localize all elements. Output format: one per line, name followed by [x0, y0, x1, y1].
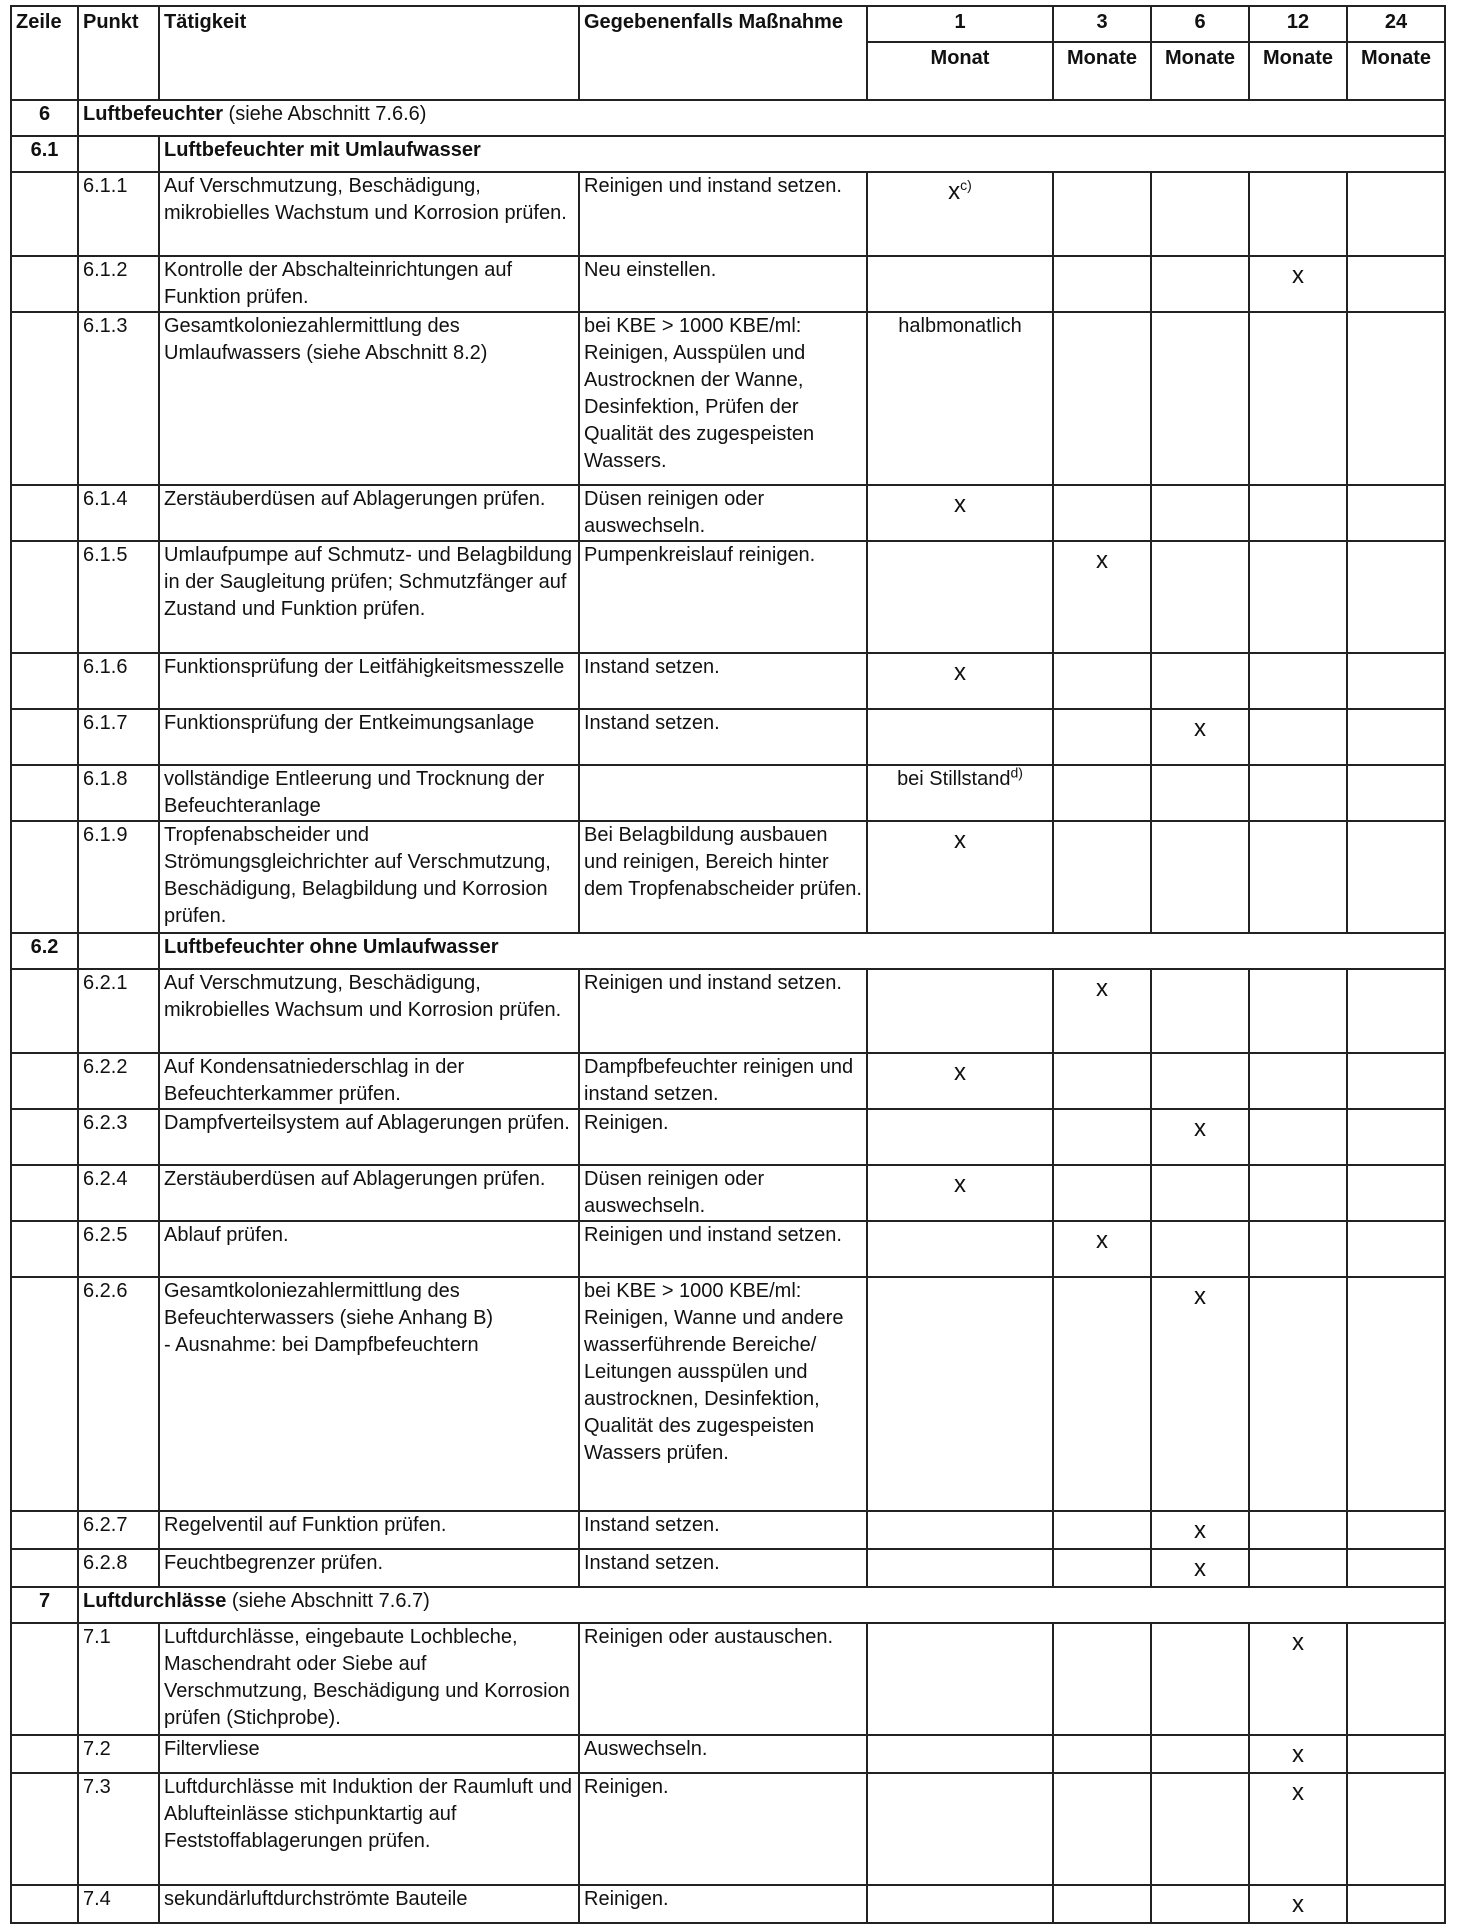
table-row: [11, 1549, 1445, 1587]
punkt-cell: 7.2: [78, 1735, 159, 1773]
punkt-cell: 6.1.4: [78, 485, 159, 541]
table-row: [11, 1511, 1445, 1549]
action-cell: Auswechseln.: [579, 1735, 867, 1773]
zeile-cell: [11, 1773, 78, 1885]
interval-empty: [1249, 172, 1347, 256]
zeile-cell: [11, 1221, 78, 1277]
header-massnahme: Gegebenenfalls Maßnahme: [579, 6, 867, 100]
table-body: [11, 100, 1445, 1923]
header-interval-6: 6: [1151, 6, 1249, 42]
interval-empty: [1053, 1773, 1151, 1885]
interval-mark: [1053, 1221, 1151, 1277]
action-cell: Neu einstellen.: [579, 256, 867, 312]
interval-empty: [1053, 172, 1151, 256]
mark-text: halbmonatlich: [898, 315, 1022, 337]
interval-empty: [1347, 1773, 1445, 1885]
interval-empty: [1151, 1623, 1249, 1735]
header-unit-1: Monat: [867, 42, 1053, 100]
zeile-cell: 6.1: [11, 136, 78, 172]
punkt-cell: 6.1.3: [78, 312, 159, 485]
interval-mark: [1151, 1277, 1249, 1511]
interval-empty: [1347, 969, 1445, 1053]
interval-empty: [1053, 1053, 1151, 1109]
section-title: Luftdurchlässe: [83, 1590, 227, 1612]
header-unit-12: Monate: [1249, 42, 1347, 100]
punkt-cell: 6.2.2: [78, 1053, 159, 1109]
header-unit-6: Monate: [1151, 42, 1249, 100]
interval-mark: [867, 485, 1053, 541]
interval-empty: [867, 1735, 1053, 1773]
interval-empty: [1347, 256, 1445, 312]
action-cell: Reinigen und instand setzen.: [579, 1221, 867, 1277]
table-row: [11, 1735, 1445, 1773]
interval-empty: [1053, 485, 1151, 541]
interval-empty: [1347, 312, 1445, 485]
interval-empty: [1249, 1277, 1347, 1511]
section-reference: (siehe Abschnitt 7.6.6): [223, 103, 427, 125]
zeile-cell: 6.2: [11, 933, 78, 969]
interval-empty: [1249, 485, 1347, 541]
section-title-cell: [78, 1587, 1445, 1623]
interval-mark: [1151, 1109, 1249, 1165]
section-reference: (siehe Abschnitt 7.6.7): [226, 1590, 430, 1612]
section-title: Luftbefeuchter: [83, 103, 223, 125]
header-zeile: Zeile: [11, 6, 78, 100]
interval-empty: [1053, 1623, 1151, 1735]
interval-empty: [1347, 485, 1445, 541]
action-cell: Düsen reinigen oder auswechseln.: [579, 485, 867, 541]
footnote-marker: c): [960, 177, 972, 193]
task-cell: Umlaufpumpe auf Schmutz- und Belagbildung in der Saugleitung prüfen; Schmutzfänger auf Zustand und Funktion prüfen.: [159, 541, 579, 653]
action-cell: Instand setzen.: [579, 1549, 867, 1587]
mark-text: x: [954, 1059, 966, 1086]
interval-mark: [867, 1053, 1053, 1109]
interval-empty: [867, 1623, 1053, 1735]
table-row: [11, 256, 1445, 312]
interval-empty: [1249, 709, 1347, 765]
table-row: [11, 541, 1445, 653]
footnote-marker: d): [1010, 765, 1023, 781]
interval-empty: [1347, 1549, 1445, 1587]
interval-empty: [1347, 1511, 1445, 1549]
interval-empty: [867, 1511, 1053, 1549]
interval-empty: [1347, 1277, 1445, 1511]
interval-mark: [1053, 969, 1151, 1053]
punkt-cell: 6.2.4: [78, 1165, 159, 1221]
zeile-cell: [11, 969, 78, 1053]
header-interval-1: 1: [867, 6, 1053, 42]
table-row: [11, 765, 1445, 821]
subsection-row: [11, 933, 1445, 969]
action-cell: Bei Belagbildung ausbauen und reinigen, Bereich hinter dem Tropfenabscheider prüfen.: [579, 821, 867, 933]
punkt-cell: 6.1.7: [78, 709, 159, 765]
task-cell: Feuchtbegrenzer prüfen.: [159, 1549, 579, 1587]
mark-text: x: [1292, 1741, 1304, 1768]
punkt-cell: 6.1.1: [78, 172, 159, 256]
interval-mark: [867, 821, 1053, 933]
header-interval-3: 3: [1053, 6, 1151, 42]
task-cell: Gesamtkoloniezahlermittlung des Befeuchterwassers (siehe Anhang B) - Ausnahme: bei Dampfbefeuchtern: [159, 1277, 579, 1511]
interval-empty: [1151, 969, 1249, 1053]
interval-empty: [1151, 172, 1249, 256]
table-row: [11, 1885, 1445, 1923]
section-title-cell: [78, 100, 1445, 136]
interval-mark: [1249, 256, 1347, 312]
header-taetigkeit: Tätigkeit: [159, 6, 579, 100]
interval-empty: [1151, 1221, 1249, 1277]
interval-empty: [1151, 765, 1249, 821]
mark-text: x: [954, 827, 966, 854]
task-cell: Funktionsprüfung der Entkeimungsanlage: [159, 709, 579, 765]
zeile-cell: 6: [11, 100, 78, 136]
interval-empty: [1151, 1165, 1249, 1221]
task-cell: Zerstäuberdüsen auf Ablagerungen prüfen.: [159, 1165, 579, 1221]
interval-empty: [1053, 765, 1151, 821]
zeile-cell: [11, 1165, 78, 1221]
mark-text: x: [954, 659, 966, 686]
mark-text: x: [1194, 1555, 1206, 1582]
interval-empty: [1347, 172, 1445, 256]
interval-empty: [867, 709, 1053, 765]
punkt-cell: 6.1.9: [78, 821, 159, 933]
interval-empty: [1151, 256, 1249, 312]
interval-empty: [1053, 1277, 1151, 1511]
interval-empty: [1053, 1165, 1151, 1221]
interval-empty: [1151, 485, 1249, 541]
interval-empty: [1249, 1053, 1347, 1109]
task-cell: Ablauf prüfen.: [159, 1221, 579, 1277]
maintenance-table: [10, 5, 1446, 1924]
interval-empty: [1347, 653, 1445, 709]
punkt-cell: 7.4: [78, 1885, 159, 1923]
interval-mark: [867, 653, 1053, 709]
zeile-cell: [11, 1053, 78, 1109]
interval-empty: [1151, 1773, 1249, 1885]
action-cell: Reinigen.: [579, 1885, 867, 1923]
interval-mark: [1249, 1773, 1347, 1885]
punkt-cell: 6.1.8: [78, 765, 159, 821]
mark-text: x: [1096, 547, 1108, 574]
table-row: [11, 1221, 1445, 1277]
interval-empty: [1151, 1885, 1249, 1923]
interval-empty: [1053, 312, 1151, 485]
punkt-cell: 6.2.5: [78, 1221, 159, 1277]
interval-mark: [867, 1165, 1053, 1221]
interval-empty: [1053, 1549, 1151, 1587]
task-cell: vollständige Entleerung und Trocknung der Befeuchteranlage: [159, 765, 579, 821]
interval-empty: [1249, 1109, 1347, 1165]
zeile-cell: [11, 653, 78, 709]
interval-empty: [1249, 821, 1347, 933]
interval-empty: [1151, 1735, 1249, 1773]
zeile-cell: [11, 1735, 78, 1773]
interval-empty: [1053, 1735, 1151, 1773]
interval-mark: [1151, 709, 1249, 765]
interval-empty: [1151, 653, 1249, 709]
task-cell: Luftdurchlässe mit Induktion der Raumluft und Ablufteinlässe stichpunktartig auf Feststoffablagerungen prüfen.: [159, 1773, 579, 1885]
interval-mark: [1151, 1511, 1249, 1549]
action-cell: Reinigen und instand setzen.: [579, 969, 867, 1053]
interval-empty: [867, 1773, 1053, 1885]
interval-empty: [1053, 821, 1151, 933]
interval-empty: [1249, 653, 1347, 709]
task-cell: Auf Verschmutzung, Beschädigung, mikrobielles Wachstum und Korrosion prüfen.: [159, 172, 579, 256]
header-interval-12: 12: [1249, 6, 1347, 42]
task-cell: sekundärluftdurchströmte Bauteile: [159, 1885, 579, 1923]
mark-text: x: [1194, 1517, 1206, 1544]
zeile-cell: [11, 821, 78, 933]
section-row: [11, 1587, 1445, 1623]
table-row: [11, 1773, 1445, 1885]
punkt-cell: 6.2.8: [78, 1549, 159, 1587]
task-cell: Funktionsprüfung der Leitfähigkeitsmesszelle: [159, 653, 579, 709]
task-cell: Dampfverteilsystem auf Ablagerungen prüfen.: [159, 1109, 579, 1165]
mark-text: x: [1194, 715, 1206, 742]
punkt-cell: 6.1.2: [78, 256, 159, 312]
mark-text: x: [1292, 262, 1304, 289]
task-cell: Tropfenabscheider und Strömungsgleichrichter auf Verschmutzung, Beschädigung, Belagbildung und Korrosion prüfen.: [159, 821, 579, 933]
action-cell: Reinigen oder austauschen.: [579, 1623, 867, 1735]
zeile-cell: [11, 312, 78, 485]
interval-empty: [1151, 312, 1249, 485]
interval-empty: [1347, 1109, 1445, 1165]
interval-empty: [1249, 1511, 1347, 1549]
mark-text: x: [954, 491, 966, 518]
interval-empty: [867, 1549, 1053, 1587]
mark-text: bei Stillstand: [897, 768, 1011, 790]
zeile-cell: [11, 765, 78, 821]
table-row: [11, 485, 1445, 541]
zeile-cell: [11, 1549, 78, 1587]
task-cell: Luftdurchlässe, eingebaute Lochbleche, Maschendraht oder Siebe auf Verschmutzung, Beschädigung und Korrosion prüfen (Stichprobe).: [159, 1623, 579, 1735]
punkt-cell: 7.3: [78, 1773, 159, 1885]
interval-empty: [1347, 1623, 1445, 1735]
task-cell: Filtervliese: [159, 1735, 579, 1773]
interval-empty: [1053, 1109, 1151, 1165]
interval-mark: [867, 312, 1053, 485]
interval-mark: [867, 765, 1053, 821]
zeile-cell: [11, 1511, 78, 1549]
punkt-cell: [78, 136, 159, 172]
interval-empty: [1053, 709, 1151, 765]
interval-empty: [1347, 1735, 1445, 1773]
interval-mark: [1053, 541, 1151, 653]
interval-empty: [867, 541, 1053, 653]
interval-empty: [1151, 541, 1249, 653]
interval-empty: [1053, 1885, 1151, 1923]
table-row: [11, 1109, 1445, 1165]
interval-empty: [1053, 256, 1151, 312]
punkt-cell: 6.1.6: [78, 653, 159, 709]
action-cell: Düsen reinigen oder auswechseln.: [579, 1165, 867, 1221]
interval-mark: [1249, 1623, 1347, 1735]
table-row: [11, 1165, 1445, 1221]
mark-text: x: [954, 1171, 966, 1198]
action-cell: Reinigen.: [579, 1773, 867, 1885]
table-row: [11, 821, 1445, 933]
interval-empty: [1249, 765, 1347, 821]
interval-empty: [867, 1277, 1053, 1511]
interval-empty: [867, 969, 1053, 1053]
mark-text: x: [1194, 1283, 1206, 1310]
interval-empty: [1249, 1549, 1347, 1587]
mark-text: x: [1096, 975, 1108, 1002]
task-cell: Regelventil auf Funktion prüfen.: [159, 1511, 579, 1549]
action-cell: Reinigen und instand setzen.: [579, 172, 867, 256]
zeile-cell: [11, 256, 78, 312]
interval-empty: [1249, 312, 1347, 485]
action-cell: Dampfbefeuchter reinigen und instand setzen.: [579, 1053, 867, 1109]
interval-empty: [867, 1885, 1053, 1923]
interval-empty: [1249, 541, 1347, 653]
zeile-cell: [11, 172, 78, 256]
interval-empty: [1347, 541, 1445, 653]
interval-empty: [1249, 1165, 1347, 1221]
subsection-row: [11, 136, 1445, 172]
header-punkt: Punkt: [78, 6, 159, 100]
action-cell: Instand setzen.: [579, 709, 867, 765]
zeile-cell: [11, 541, 78, 653]
action-cell: Instand setzen.: [579, 653, 867, 709]
zeile-cell: [11, 1277, 78, 1511]
zeile-cell: [11, 485, 78, 541]
interval-empty: [1053, 653, 1151, 709]
zeile-cell: [11, 709, 78, 765]
mark-text: x: [1194, 1115, 1206, 1142]
interval-mark: [1249, 1885, 1347, 1923]
interval-empty: [1053, 1511, 1151, 1549]
action-cell: Pumpenkreislauf reinigen.: [579, 541, 867, 653]
interval-empty: [1347, 1053, 1445, 1109]
table-row: [11, 1277, 1445, 1511]
table-row: [11, 172, 1445, 256]
zeile-cell: [11, 1885, 78, 1923]
mark-text: x: [1292, 1779, 1304, 1806]
interval-empty: [1249, 969, 1347, 1053]
zeile-cell: [11, 1623, 78, 1735]
table-row: [11, 1623, 1445, 1735]
action-cell: bei KBE > 1000 KBE/ml: Reinigen, Wanne und andere wasserführende Bereiche/ Leitungen ausspülen und austrocknen, Desinfektion, Qualität des zugespeisten Wassers prüfen.: [579, 1277, 867, 1511]
table-row: [11, 653, 1445, 709]
task-cell: Auf Verschmutzung, Beschädigung, mikrobielles Wachsum und Korrosion prüfen.: [159, 969, 579, 1053]
header-unit-3: Monate: [1053, 42, 1151, 100]
punkt-cell: [78, 933, 159, 969]
interval-empty: [1347, 1885, 1445, 1923]
interval-empty: [1151, 821, 1249, 933]
table-row: [11, 312, 1445, 485]
subsection-title: Luftbefeuchter ohne Umlaufwasser: [159, 933, 1445, 969]
interval-empty: [1249, 1221, 1347, 1277]
interval-empty: [867, 1221, 1053, 1277]
punkt-cell: 6.1.5: [78, 541, 159, 653]
table-row: [11, 969, 1445, 1053]
interval-empty: [1347, 765, 1445, 821]
interval-mark: [1151, 1549, 1249, 1587]
action-cell: Instand setzen.: [579, 1511, 867, 1549]
mark-text: x: [948, 178, 961, 205]
punkt-cell: 7.1: [78, 1623, 159, 1735]
mark-text: x: [1096, 1227, 1108, 1254]
interval-empty: [1347, 1165, 1445, 1221]
zeile-cell: 7: [11, 1587, 78, 1623]
punkt-cell: 6.2.1: [78, 969, 159, 1053]
table-row: [11, 1053, 1445, 1109]
table-row: [11, 709, 1445, 765]
interval-mark: [867, 172, 1053, 256]
interval-empty: [1347, 1221, 1445, 1277]
section-row: [11, 100, 1445, 136]
action-cell: bei KBE > 1000 KBE/ml: Reinigen, Ausspülen und Austrocknen der Wanne, Desinfektion, Prüfen der Qualität des zugespeisten Wassers.: [579, 312, 867, 485]
header-interval-24: 24: [1347, 6, 1445, 42]
action-cell: Reinigen.: [579, 1109, 867, 1165]
task-cell: Kontrolle der Abschalteinrichtungen auf Funktion prüfen.: [159, 256, 579, 312]
zeile-cell: [11, 1109, 78, 1165]
interval-empty: [1151, 1053, 1249, 1109]
interval-mark: [1249, 1735, 1347, 1773]
interval-empty: [867, 256, 1053, 312]
task-cell: Gesamtkoloniezahlermittlung des Umlaufwassers (siehe Abschnitt 8.2): [159, 312, 579, 485]
interval-empty: [1347, 821, 1445, 933]
action-cell: [579, 765, 867, 821]
subsection-title: Luftbefeuchter mit Umlaufwasser: [159, 136, 1445, 172]
header-unit-24: Monate: [1347, 42, 1445, 100]
punkt-cell: 6.2.6: [78, 1277, 159, 1511]
interval-empty: [867, 1109, 1053, 1165]
mark-text: x: [1292, 1891, 1304, 1918]
task-cell: Zerstäuberdüsen auf Ablagerungen prüfen.: [159, 485, 579, 541]
task-cell: Auf Kondensatniederschlag in der Befeuchterkammer prüfen.: [159, 1053, 579, 1109]
interval-empty: [1347, 709, 1445, 765]
punkt-cell: 6.2.7: [78, 1511, 159, 1549]
punkt-cell: 6.2.3: [78, 1109, 159, 1165]
mark-text: x: [1292, 1629, 1304, 1656]
